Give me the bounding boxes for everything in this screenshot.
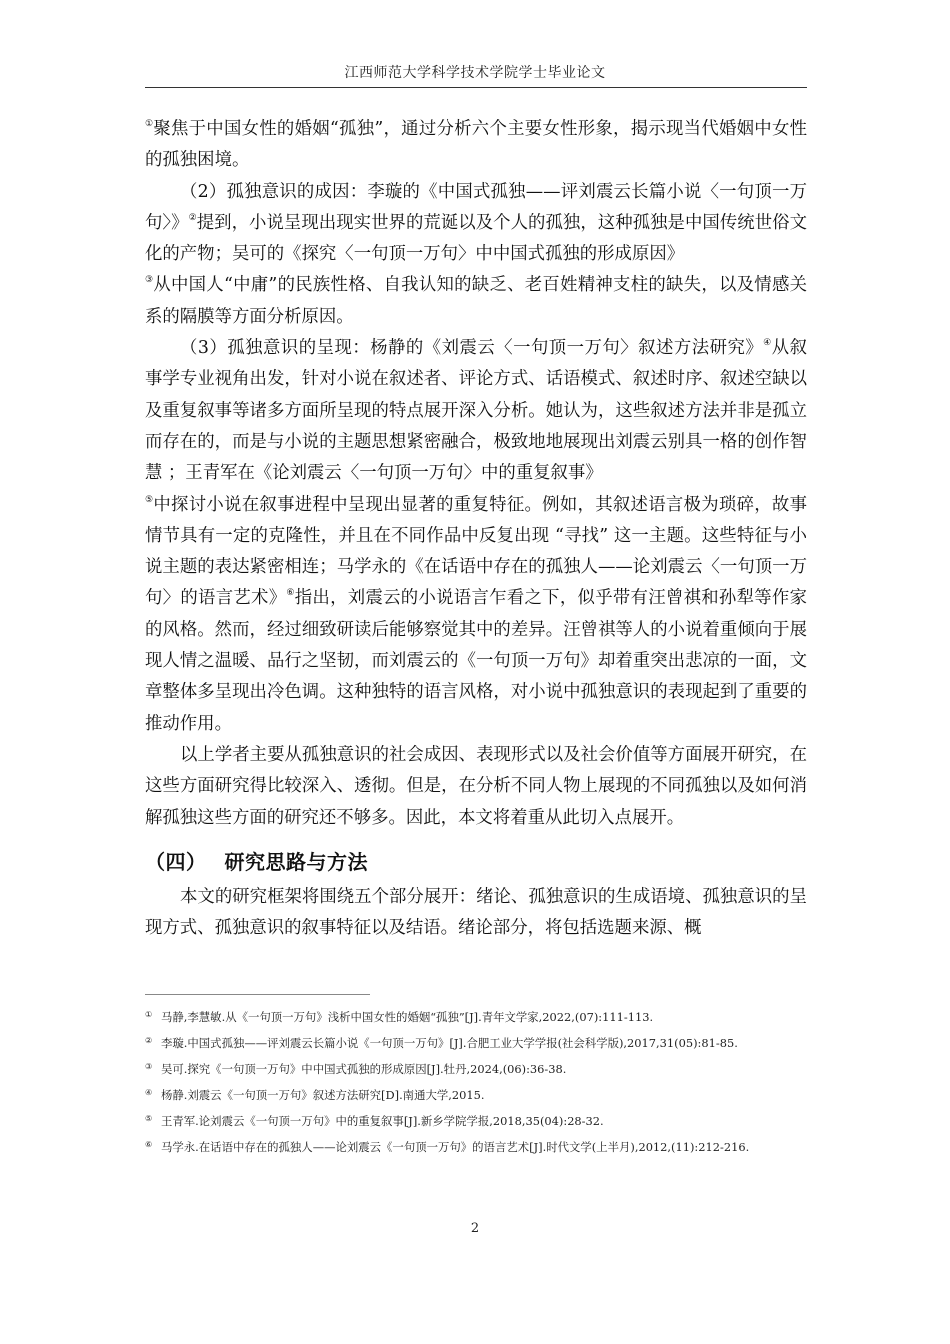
footnote-text: 马学永.在话语中存在的孤独人——论刘震云《一句顶一万句》的语言艺术[J].时代文学(上半月),2012,(11):212-216.	[161, 1140, 750, 1154]
footnote	[145, 1084, 810, 1104]
paragraph-text: 提到，小说呈现出现实世界的荒诞以及个人的孤独，这种孤独是中国传统世俗文化的产物；吴可的《探究〈一句顶一万句〉中中国式孤独的形成原因》	[145, 212, 807, 265]
paragraph-text: （2）孤独意识的成因：李璇的《中国式孤独——评刘震云长篇小说〈一句顶一万句〉》	[145, 181, 807, 233]
section-heading	[145, 842, 807, 882]
paragraph-text: 中探讨小说在叙事进程中呈现出显著的重复特征。例如，其叙述语言极为琐碎，故事情节具有一定的克隆性，并且在不同作品中反复出现 “寻找” 这一主题。这些特征与小说主题的表达紧密相连；马学永的《在话语中存在的孤独人——论刘震云〈一句顶一万句〉的语言艺术》	[145, 494, 807, 609]
section-title: 研究思路与方法	[224, 849, 368, 874]
footnote-separator	[145, 994, 370, 995]
footnote-ref: ⑤	[145, 494, 154, 505]
page-header: 江西师范大学科学技术学院学士毕业论文	[344, 65, 606, 81]
paragraph-causes	[145, 177, 807, 333]
footnote-mark: ②	[145, 1036, 153, 1045]
paragraph-text: （3）孤独意识的呈现：杨静的《刘震云〈一句顶一万句〉叙述方法研究》	[180, 338, 764, 359]
footnote-text: 王青军.论刘震云《一句顶一万句》中的重复叙事[J].新乡学院学报,2018,35(04):28-32.	[161, 1114, 604, 1128]
footnote	[145, 1006, 810, 1026]
footnote-text: 马静,李慧敏.从《一句顶一万句》浅析中国女性的婚姻“孤独”[J].青年文学家,2022,(07):111-113.	[161, 1010, 654, 1024]
footnote-mark: ⑤	[145, 1114, 153, 1123]
footnote-ref: ②	[188, 212, 197, 223]
paragraph-text: 从叙事学专业视角出发，针对小说在叙述者、评论方式、话语模式、叙述时序、叙述空缺以及重复叙事等诸多方面所呈现的特点展开深入分析。她认为，这些叙述方法并非是孤立而存在的，而是与小说的主题思想紧密融合，极致地地展现出刘震云别具一格的创作智慧 ；王青军在《论刘震云〈一句顶一万句〉中的重复叙事》	[145, 338, 807, 484]
footnote-ref: ③	[145, 275, 154, 286]
main-text	[145, 114, 807, 944]
footnote-mark: ⑥	[145, 1140, 153, 1149]
footnote-text: 李璇.中国式孤独——评刘震云长篇小说《一句顶一万句》[J].合肥工业大学学报(社会科学版),2017,31(05):81-85.	[161, 1036, 738, 1050]
paragraph-continued	[145, 114, 807, 177]
paragraph-presentation	[145, 333, 807, 740]
footnote-ref: ⑥	[286, 588, 295, 599]
footnote-text: 杨静.刘震云《一句顶一万句》叙述方法研究[D].南通大学,2015.	[161, 1088, 485, 1102]
footnote-ref: ④	[763, 338, 772, 349]
footnote-mark: ③	[145, 1062, 153, 1071]
paragraph-text: 从中国人“中庸”的民族性格、自我认知的缺乏、老百姓精神支柱的缺失，以及情感关系的隔膜等方面分析原因。	[145, 275, 807, 327]
footnote-mark: ①	[145, 1010, 153, 1019]
section-number: （四）	[145, 849, 207, 874]
page-number: 2	[470, 1221, 480, 1236]
footnote	[145, 1110, 810, 1130]
paragraph-framework: 本文的研究框架将围绕五个部分展开：绪论、孤独意识的生成语境、孤独意识的呈现方式、孤独意识的叙事特征以及结语。绪论部分，将包括选题来源、概	[145, 886, 807, 939]
paragraph-text: 指出，刘震云的小说语言乍看之下，似乎带有汪曾祺和孙犁等作家的风格。然而，经过细致研读后能够察觉其中的差异。汪曾祺等人的小说着重倾向于展现人情之温暖、品行之坚韧，而刘震云的《一句顶一万句》却着重突出悲凉的一面，文章整体多呈现出冷色调。这种独特的语言风格，对小说中孤独意识的表现起到了重要的推动作用。	[145, 588, 807, 734]
footnote-text: 吴可.探究《一句顶一万句》中中国式孤独的形成原因[J].牡丹,2024,(06):36-38.	[161, 1062, 567, 1076]
footnotes	[145, 1006, 810, 1162]
header-rule	[145, 87, 807, 88]
footnote-mark: ④	[145, 1088, 153, 1097]
footnote	[145, 1032, 810, 1052]
footnote-ref: ①	[145, 119, 154, 129]
footnote	[145, 1058, 810, 1078]
paragraph-text: 聚焦于中国女性的婚姻“孤独”，通过分析六个主要女性形象，揭示现当代婚姻中女性的孤独困境。	[145, 119, 807, 171]
paragraph-summary: 以上学者主要从孤独意识的社会成因、表现形式以及社会价值等方面展开研究，在这些方面研究得比较深入、透彻。但是，在分析不同人物上展现的不同孤独以及如何消解孤独这些方面的研究还不够多。因此，本文将着重从此切入点展开。	[145, 744, 807, 828]
footnote	[145, 1136, 810, 1156]
